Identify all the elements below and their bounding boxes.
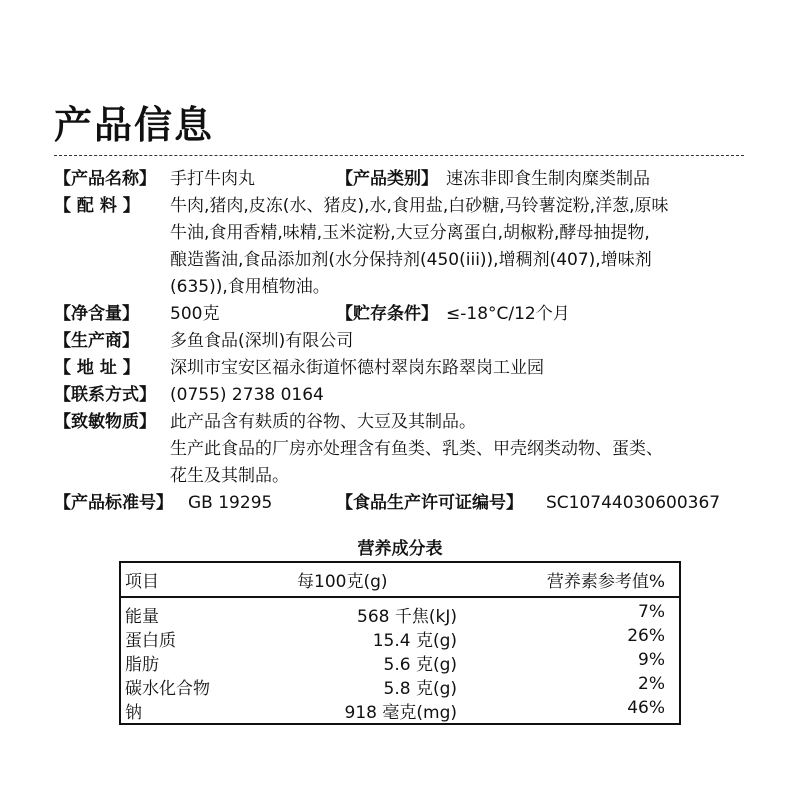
table-row	[121, 601, 679, 625]
ingredients-line: 酿造酱油,食品添加剂(水分保持剂(450(iii)),增稠剂(407),增味剂	[170, 250, 652, 270]
net-content-label: 【净含量】	[54, 304, 139, 324]
info-row-address	[54, 355, 754, 382]
info-row-manufacturer	[54, 328, 754, 355]
allergens-line: 生产此食品的厂房亦处理含有鱼类、乳类、甲壳纲类动物、蛋类、	[170, 439, 663, 459]
manufacturer-value: 多鱼食品(深圳)有限公司	[170, 331, 354, 351]
info-row-allergens	[54, 409, 754, 490]
nutrient-amount: 15.4 克(g)	[372, 631, 457, 651]
nutrition-header-row	[121, 563, 679, 598]
table-row	[121, 625, 679, 649]
license-value: SC10744030600367	[546, 493, 721, 513]
nutrient-name: 能量	[125, 607, 159, 627]
nutrient-name: 脂肪	[125, 655, 159, 675]
header-per-100g: 每100克(g)	[297, 572, 388, 592]
product-category-label: 【产品类别】	[336, 169, 438, 189]
info-row-net-storage	[54, 301, 754, 328]
nutrient-amount: 5.8 克(g)	[383, 679, 457, 699]
header-nrv: 营养素参考值%	[546, 572, 665, 592]
nutrient-nrv: 2%	[638, 674, 665, 694]
nutrient-name: 蛋白质	[125, 631, 176, 651]
allergens-line: 花生及其制品。	[170, 466, 289, 486]
product-name-value: 手打牛肉丸	[170, 169, 255, 189]
storage-value: ≤-18°C/12个月	[446, 304, 570, 324]
standard-label: 【产品标准号】	[54, 493, 173, 513]
contact-value: (0755) 2738 0164	[170, 385, 324, 405]
manufacturer-label: 【生产商】	[54, 331, 139, 351]
nutrient-amount: 568 千焦(kJ)	[357, 607, 457, 627]
nutrient-amount: 918 毫克(mg)	[344, 703, 457, 723]
product-name-label: 【产品名称】	[54, 169, 156, 189]
nutrient-name: 碳水化合物	[125, 679, 210, 699]
table-row	[121, 649, 679, 673]
nutrient-name: 钠	[125, 703, 142, 723]
table-row	[121, 673, 679, 697]
storage-label: 【贮存条件】	[336, 304, 438, 324]
nutrient-amount: 5.6 克(g)	[383, 655, 457, 675]
info-row-ingredients	[54, 193, 754, 301]
allergens-line: 此产品含有麸质的谷物、大豆及其制品。	[170, 412, 476, 432]
page-title: 产品信息	[54, 103, 215, 147]
ingredients-line: (635)),食用植物油。	[170, 277, 330, 297]
contact-label: 【联系方式】	[54, 385, 156, 405]
table-row	[121, 697, 679, 721]
address-label: 【 地 址 】	[54, 358, 140, 378]
standard-value: GB 19295	[188, 493, 273, 513]
info-row-contact	[54, 382, 754, 409]
info-row-name-category	[54, 166, 754, 193]
info-row-standard-license	[54, 490, 754, 517]
nutrient-nrv: 7%	[638, 602, 665, 622]
nutrient-nrv: 9%	[638, 650, 665, 670]
address-value: 深圳市宝安区福永街道怀德村翠岗东路翠岗工业园	[170, 358, 544, 378]
ingredients-line: 牛肉,猪肉,皮冻(水、猪皮),水,食用盐,白砂糖,马铃薯淀粉,洋葱,原味	[170, 196, 669, 216]
nutrient-nrv: 46%	[627, 698, 665, 718]
product-info	[54, 166, 754, 517]
license-label: 【食品生产许可证编号】	[336, 493, 523, 513]
nutrition-table	[119, 561, 681, 725]
dashed-divider	[54, 155, 744, 156]
net-content-value: 500克	[170, 304, 220, 324]
ingredients-label: 【 配 料 】	[54, 196, 140, 216]
nutrition-title: 营养成分表	[357, 539, 443, 559]
header-item: 项目	[125, 572, 159, 592]
ingredients-line: 牛油,食用香精,味精,玉米淀粉,大豆分离蛋白,胡椒粉,酵母抽提物,	[170, 223, 650, 243]
nutrient-nrv: 26%	[627, 626, 665, 646]
product-category-value: 速冻非即食生制肉糜类制品	[446, 169, 650, 189]
allergens-label: 【致敏物质】	[54, 412, 156, 432]
